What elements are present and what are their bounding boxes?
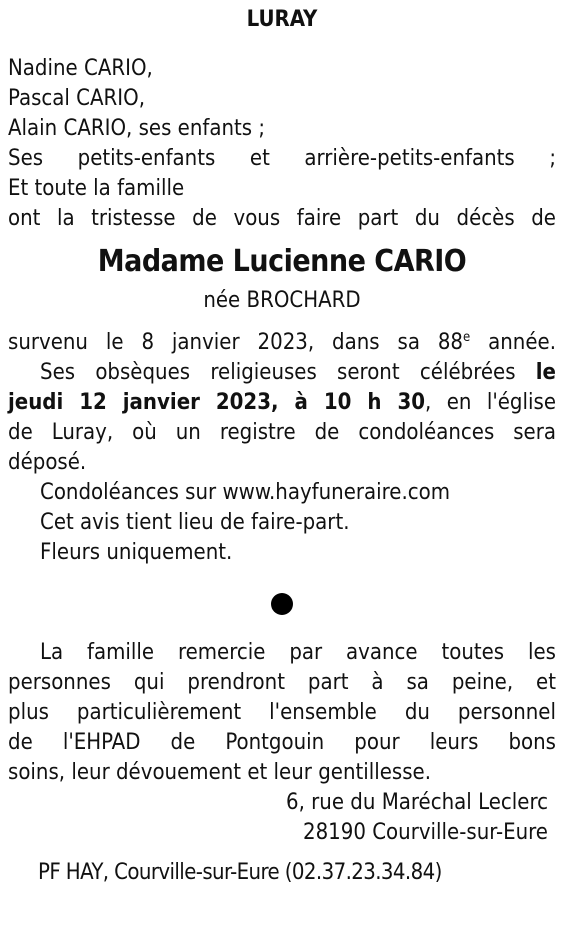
bullet-separator-icon [271, 593, 293, 615]
ordinal-suffix: e [463, 330, 471, 345]
death-text: survenu le 8 janvier 2023, dans sa 88 [8, 330, 464, 355]
death-line [8, 328, 556, 358]
funeral-text: Ses obsèques religieuses seront célébrées [40, 360, 536, 385]
death-text-end: année. [470, 330, 556, 355]
deceased-name: Madame Lucienne CARIO [97, 244, 467, 279]
announcement-body [8, 328, 556, 568]
thanks-line: soins, leur dévouement et leur gentillesse. [8, 760, 432, 785]
family-list [8, 54, 556, 234]
town-heading: LURAY [246, 7, 318, 32]
family-line: Et toute la famille [8, 176, 185, 201]
funeral-text: , en l'église [425, 390, 556, 415]
address-line: 28190 Courville-sur-Eure [303, 820, 548, 845]
separator [8, 590, 556, 618]
address-line: 6, rue du Maréchal Leclerc [286, 790, 548, 815]
family-line: Alain CARIO, ses enfants ; [8, 116, 266, 141]
thanks-line: personnes qui prendront part à sa peine, et [8, 670, 556, 695]
funeral-home-footer: PF HAY, Courville-sur-Eure (02.37.23.34.84) [38, 860, 442, 885]
funeral-line: de Luray, où un registre de condoléances sera [8, 420, 556, 445]
thanks-line: plus particulièrement l'ensemble du personnel [8, 700, 556, 725]
funeral-line [8, 388, 556, 418]
funeral-line: déposé. [8, 450, 87, 475]
faire-part-note: Cet avis tient lieu de faire-part. [40, 510, 350, 535]
funeral-line [8, 358, 556, 388]
funeral-date-start: le [535, 360, 556, 385]
thanks-paragraph [8, 638, 556, 788]
maiden-name: née BROCHARD [203, 288, 361, 313]
family-line: Ses petits-enfants et arrière-petits-enfants ; [8, 146, 556, 171]
funeral-date: jeudi 12 janvier 2023, à 10 h 30 [8, 390, 426, 415]
thanks-line: La famille remercie par avance toutes les [40, 640, 556, 665]
family-line: Nadine CARIO, [8, 56, 153, 81]
family-line: ont la tristesse de vous faire part du décès de [8, 206, 556, 231]
thanks-line: de l'EHPAD de Pontgouin pour leurs bons [8, 730, 556, 755]
flowers-note: Fleurs uniquement. [40, 540, 233, 565]
family-line: Pascal CARIO, [8, 86, 145, 111]
condolences-note: Condoléances sur www.hayfuneraire.com [40, 480, 451, 505]
address-block [8, 788, 556, 848]
deceased-block [8, 242, 556, 316]
